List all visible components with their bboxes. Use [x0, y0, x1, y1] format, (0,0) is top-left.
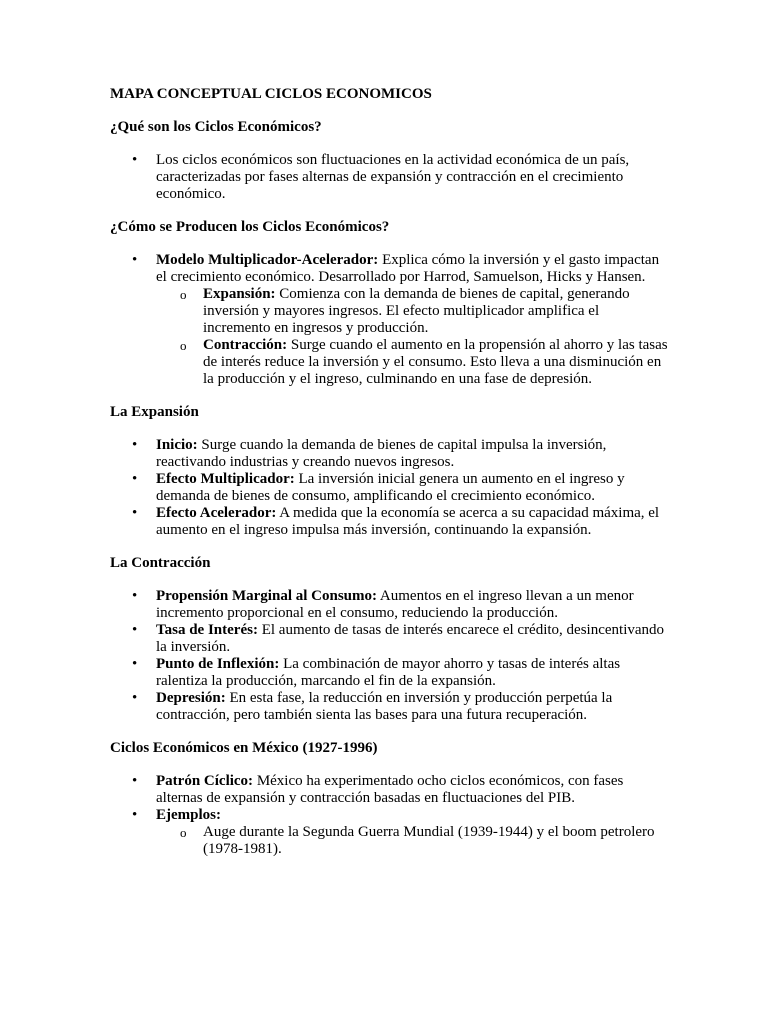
bullet-icon: •: [132, 588, 138, 604]
bullet-icon: •: [132, 471, 138, 487]
document-title: MAPA CONCEPTUAL CICLOS ECONOMICOS: [110, 86, 432, 102]
bullet-icon: •: [132, 690, 138, 706]
sub-list: [156, 824, 670, 858]
list-item-label: Efecto Multiplicador:: [156, 471, 295, 487]
list-item-text: Surge cuando la demanda de bienes de capital impulsa la inversión, reactivando industrias y creando nuevos ingresos.: [156, 437, 607, 470]
list-item-text: Explica cómo la inversión y el gasto impactan el crecimiento económico. Desarrollado por Harrod, Samuelson, Hicks y Hansen.: [156, 252, 660, 285]
section: [110, 219, 670, 388]
sub-list-item: [156, 286, 670, 337]
document-page: [110, 86, 670, 874]
list-item-label: Punto de Inflexión:: [156, 656, 280, 672]
list-item-text: La inversión inicial genera un aumento en el ingreso y demanda de bienes de consumo, amplificando el crecimiento económico.: [156, 471, 625, 504]
bullet-icon: •: [132, 622, 138, 638]
list-item-text: En esta fase, la reducción en inversión y producción perpetúa la contracción, pero también sienta las bases para una futura recuperación.: [156, 690, 613, 723]
section-heading: Ciclos Económicos en México (1927-1996): [110, 740, 378, 756]
sub-list-item-text: Auge durante la Segunda Guerra Mundial (1939-1944) y el boom petrolero (1978-1981).: [203, 824, 655, 857]
section-heading: La Expansión: [110, 404, 199, 420]
list-item-label: Patrón Cíclico:: [156, 773, 254, 789]
section: [110, 555, 670, 724]
bullet-list: [110, 252, 670, 388]
sub-list-item: [156, 337, 670, 388]
list-item-label: Ejemplos:: [156, 807, 221, 823]
list-item-text: La combinación de mayor ahorro y tasas de interés altas ralentiza la producción, marcando el fin de la expansión.: [156, 656, 621, 689]
list-item-text: México ha experimentado ocho ciclos económicos, con fases alternas de expansión y contracción basadas en fluctuaciones del PIB.: [156, 773, 624, 806]
list-item: [110, 252, 670, 388]
bullet-list: [110, 152, 670, 203]
section: [110, 404, 670, 539]
list-item-label: Depresión:: [156, 690, 226, 706]
list-item: [110, 588, 670, 622]
circle-bullet-icon: o: [180, 825, 187, 840]
list-item-text: Aumentos en el ingreso llevan a un menor incremento proporcional en el consumo, reduciendo la producción.: [156, 588, 634, 621]
bullet-icon: •: [132, 807, 138, 823]
bullet-list: [110, 437, 670, 539]
list-item: [110, 152, 670, 203]
bullet-icon: •: [132, 656, 138, 672]
bullet-icon: •: [132, 437, 138, 453]
section-heading: ¿Cómo se Producen los Ciclos Económicos?: [110, 219, 390, 235]
sub-list-item-text: Surge cuando el aumento en la propensión al ahorro y las tasas de interés reduce la inversión y el consumo. Esto lleva a una disminución en la producción y el ingreso, culminando en una fase de depresión.: [203, 337, 668, 387]
list-item-label: Modelo Multiplicador-Acelerador:: [156, 252, 379, 268]
section: [110, 740, 670, 858]
list-item-text: Los ciclos económicos son fluctuaciones en la actividad económica de un país, caracterizadas por fases alternas de expansión y contracción en el crecimiento económico.: [156, 152, 630, 202]
circle-bullet-icon: o: [180, 287, 187, 302]
list-item: [110, 807, 670, 858]
list-item: [110, 622, 670, 656]
list-item-text: A medida que la economía se acerca a su capacidad máxima, el aumento en el ingreso impulsa más inversión, continuando la expansión.: [156, 505, 660, 538]
list-item: [110, 505, 670, 539]
section-heading: ¿Qué son los Ciclos Económicos?: [110, 119, 322, 135]
bullet-icon: •: [132, 505, 138, 521]
bullet-icon: •: [132, 773, 138, 789]
section: [110, 119, 670, 203]
bullet-list: [110, 773, 670, 858]
list-item: [110, 773, 670, 807]
list-item: [110, 437, 670, 471]
bullet-icon: •: [132, 152, 138, 168]
sub-list: [156, 286, 670, 388]
list-item: [110, 656, 670, 690]
bullet-list: [110, 588, 670, 724]
list-item-label: Inicio:: [156, 437, 198, 453]
circle-bullet-icon: o: [180, 338, 187, 353]
bullet-icon: •: [132, 252, 138, 268]
list-item-label: Efecto Acelerador:: [156, 505, 277, 521]
section-heading: La Contracción: [110, 555, 211, 571]
sub-list-item-label: Contracción:: [203, 337, 288, 353]
sub-list-item-text: Comienza con la demanda de bienes de capital, generando inversión y mayores ingresos. El efecto multiplicador amplifica el incremento en ingresos y producción.: [203, 286, 630, 336]
sub-list-item-label: Expansión:: [203, 286, 276, 302]
list-item-label: Tasa de Interés:: [156, 622, 258, 638]
sub-list-item: [156, 824, 670, 858]
list-item: [110, 690, 670, 724]
list-item-text: El aumento de tasas de interés encarece el crédito, desincentivando la inversión.: [156, 622, 665, 655]
list-item-label: Propensión Marginal al Consumo:: [156, 588, 377, 604]
list-item: [110, 471, 670, 505]
